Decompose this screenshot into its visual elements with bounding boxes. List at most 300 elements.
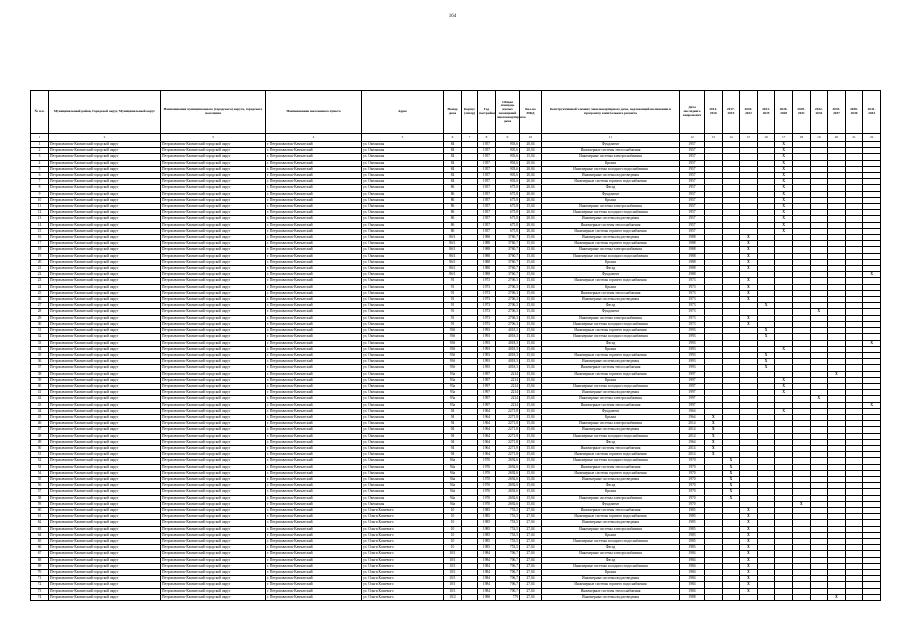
- area-cell: 2706,3: [496, 297, 520, 303]
- row-number: 18: [31, 247, 49, 253]
- element-cell: Инженерные системы горячего водоснабжения: [542, 514, 680, 520]
- element-cell: Инженерные системы теплоснабжения: [542, 365, 680, 371]
- column-number-row: [31, 134, 881, 142]
- settlement-cell: Петропавловск-Камчатский городской округ: [161, 470, 266, 476]
- repair-period-mark: X: [757, 303, 775, 309]
- municipality-cell: Петропавловск-Камчатский городской округ: [49, 290, 161, 296]
- page-number: 164: [448, 14, 457, 19]
- area-cell: 903,6: [496, 148, 520, 154]
- row-number: 73: [31, 588, 49, 594]
- settlement-cell: Петропавловск-Камчатский городской округ: [161, 476, 266, 482]
- area-cell: 675,8: [496, 210, 520, 216]
- row-number: 71: [31, 576, 49, 582]
- area-cell: 2214: [496, 383, 520, 389]
- column-number: 20: [828, 134, 846, 142]
- house-number-cell: 93б: [444, 359, 462, 365]
- last-repair-cell: 1997: [680, 396, 705, 402]
- year-built-cell: 1984: [478, 563, 496, 569]
- mkd-count-cell: 20,04: [520, 160, 542, 166]
- area-cell: 4018,3: [496, 365, 520, 371]
- house-number-cell: 86: [444, 204, 462, 210]
- address-cell: ул. Океанская: [362, 346, 444, 352]
- element-cell: Фундамент: [542, 142, 680, 148]
- municipality-cell: Петропавловск-Камчатский городской округ: [49, 148, 161, 154]
- last-repair-cell: 1985: [680, 532, 705, 538]
- year-built-cell: 1988: [478, 247, 496, 253]
- house-number-cell: 10: [444, 532, 462, 538]
- column-number: 14: [722, 134, 740, 142]
- last-repair-cell: 2014: [680, 433, 705, 439]
- element-cell: Фасад: [542, 266, 680, 272]
- locality-cell: г. Петропавловск-Камчатский: [266, 191, 362, 197]
- mkd-count-cell: 15,04: [520, 495, 542, 501]
- house-number-cell: 91: [444, 321, 462, 327]
- year-built-cell: 1988: [478, 253, 496, 259]
- mkd-count-cell: 15,04: [520, 433, 542, 439]
- last-repair-cell: 1970: [680, 464, 705, 470]
- repair-period-mark: X: [775, 160, 793, 166]
- locality-cell: г. Петропавловск-Камчатский: [266, 204, 362, 210]
- address-cell: ул. Океанская: [362, 154, 444, 160]
- row-number: 2: [31, 148, 49, 154]
- row-number: 46: [31, 421, 49, 427]
- row-number: 43: [31, 402, 49, 408]
- year-built-cell: 1984: [478, 551, 496, 557]
- municipality-cell: Петропавловск-Камчатский городской округ: [49, 216, 161, 222]
- locality-cell: г. Петропавловск-Камчатский: [266, 551, 362, 557]
- repair-period-mark: X: [705, 445, 723, 451]
- row-number: 32: [31, 334, 49, 340]
- area-cell: 706,7: [496, 557, 520, 563]
- municipality-cell: Петропавловск-Камчатский городской округ: [49, 545, 161, 551]
- house-number-cell: 10: [444, 539, 462, 545]
- municipality-cell: Петропавловск-Камчатский городской округ: [49, 185, 161, 191]
- settlement-cell: Петропавловск-Камчатский городской округ: [161, 297, 266, 303]
- address-cell: ул. Океанская: [362, 396, 444, 402]
- house-number-cell: 94: [444, 452, 462, 458]
- house-number-cell: 94: [444, 421, 462, 427]
- year-built-cell: 1993: [478, 346, 496, 352]
- mkd-count-cell: 15,04: [520, 421, 542, 427]
- element-cell: Инженерные системы водоотведения: [542, 427, 680, 433]
- area-cell: 2706,3: [496, 315, 520, 321]
- repair-period-mark: X: [705, 427, 723, 433]
- repair-period-mark: X: [757, 328, 775, 334]
- mkd-count-cell: 15,04: [520, 309, 542, 315]
- settlement-cell: Петропавловск-Камчатский городской округ: [161, 452, 266, 458]
- repair-period-mark: X: [740, 259, 758, 265]
- element-cell: Инженерные системы водоотведения: [542, 235, 680, 241]
- last-repair-cell: 1997: [680, 371, 705, 377]
- last-repair-cell: 1985: [680, 520, 705, 526]
- header-period: 2032-2034: [810, 91, 828, 134]
- area-cell: 2271,8: [496, 408, 520, 414]
- row-number: 65: [31, 539, 49, 545]
- last-repair-cell: 1985: [680, 514, 705, 520]
- mkd-count-cell: 15,04: [520, 476, 542, 482]
- mkd-count-cell: 20,04: [520, 179, 542, 185]
- element-cell: Инженерные системы водоотведения: [542, 297, 680, 303]
- last-repair-cell: 1970: [680, 501, 705, 507]
- year-built-cell: 1973: [478, 303, 496, 309]
- year-built-cell: 1985: [478, 545, 496, 551]
- municipality-cell: Петропавловск-Камчатский городской округ: [49, 551, 161, 557]
- address-cell: ул. Океанская: [362, 421, 444, 427]
- house-number-cell: 10/1: [444, 563, 462, 569]
- year-built-cell: 1970: [478, 464, 496, 470]
- address-cell: ул. Океанская: [362, 297, 444, 303]
- area-cell: 3760,7: [496, 247, 520, 253]
- last-repair-cell: 1973: [680, 297, 705, 303]
- element-cell: Фундамент: [542, 408, 680, 414]
- element-cell: Инженерные системы холодного водоснабжения: [542, 253, 680, 259]
- mkd-count-cell: 15,04: [520, 383, 542, 389]
- settlement-cell: Петропавловск-Камчатский городской округ: [161, 179, 266, 185]
- settlement-cell: Петропавловск-Камчатский городской округ: [161, 154, 266, 160]
- element-cell: Инженерные системы горячего водоснабжения: [542, 582, 680, 588]
- year-built-cell: 1984: [478, 582, 496, 588]
- settlement-cell: Петропавловск-Камчатский городской округ: [161, 539, 266, 545]
- year-built-cell: 1985: [478, 532, 496, 538]
- address-cell: ул. Ольги Кошевого: [362, 594, 444, 600]
- municipality-cell: Петропавловск-Камчатский городской округ: [49, 321, 161, 327]
- settlement-cell: Петропавловск-Камчатский городской округ: [161, 173, 266, 179]
- repair-period-mark: X: [705, 421, 723, 427]
- municipality-cell: Петропавловск-Камчатский городской округ: [49, 297, 161, 303]
- settlement-cell: Петропавловск-Камчатский городской округ: [161, 507, 266, 513]
- element-cell: Фасад: [542, 439, 680, 445]
- element-cell: Инженерные системы водоотведения: [542, 594, 680, 600]
- element-cell: Инженерные системы водоотведения: [542, 390, 680, 396]
- column-number: 1: [31, 134, 49, 142]
- element-cell: Инженерные системы холодного водоснабжения: [542, 210, 680, 216]
- year-built-cell: 1970: [478, 476, 496, 482]
- last-repair-cell: 1997: [680, 383, 705, 389]
- area-cell: 2214: [496, 377, 520, 383]
- area-cell: 4018,3: [496, 328, 520, 334]
- locality-cell: г. Петропавловск-Камчатский: [266, 303, 362, 309]
- address-cell: ул. Океанская: [362, 235, 444, 241]
- column-number: 8: [478, 134, 496, 142]
- repair-period-mark: X: [740, 570, 758, 576]
- last-repair-cell: 1993: [680, 328, 705, 334]
- locality-cell: г. Петропавловск-Камчатский: [266, 439, 362, 445]
- row-number: 60: [31, 507, 49, 513]
- last-repair-cell: 1973: [680, 309, 705, 315]
- settlement-cell: Петропавловск-Камчатский городской округ: [161, 142, 266, 148]
- element-cell: Крыша: [542, 197, 680, 203]
- repair-period-mark: X: [740, 576, 758, 582]
- year-built-cell: 1993: [478, 365, 496, 371]
- last-repair-cell: 1984: [680, 570, 705, 576]
- mkd-count-cell: 15,04: [520, 284, 542, 290]
- mkd-count-cell: 15,04: [520, 154, 542, 160]
- settlement-cell: Петропавловск-Камчатский городской округ: [161, 383, 266, 389]
- last-repair-cell: 1984: [680, 576, 705, 582]
- element-cell: Крыша: [542, 570, 680, 576]
- address-cell: ул. Океанская: [362, 390, 444, 396]
- last-repair-cell: 1985: [680, 507, 705, 513]
- address-cell: ул. Океанская: [362, 284, 444, 290]
- row-number: 42: [31, 396, 49, 402]
- area-cell: 4018,3: [496, 340, 520, 346]
- repair-period-mark: X: [757, 334, 775, 340]
- repair-period-mark: X: [740, 557, 758, 563]
- address-cell: ул. Океанская: [362, 476, 444, 482]
- repair-period-mark: X: [740, 551, 758, 557]
- address-cell: ул. Океанская: [362, 259, 444, 265]
- house-number-cell: 94: [444, 433, 462, 439]
- last-repair-cell: 1964: [680, 414, 705, 420]
- row-number: 50: [31, 445, 49, 451]
- house-number-cell: 93а: [444, 377, 462, 383]
- area-cell: 2706,3: [496, 303, 520, 309]
- area-cell: 675,8: [496, 204, 520, 210]
- mkd-count-cell: 20,04: [520, 148, 542, 154]
- locality-cell: г. Петропавловск-Камчатский: [266, 507, 362, 513]
- area-cell: 4018,3: [496, 346, 520, 352]
- settlement-cell: Петропавловск-Камчатский городской округ: [161, 421, 266, 427]
- locality-cell: г. Петропавловск-Камчатский: [266, 483, 362, 489]
- area-cell: 675,8: [496, 216, 520, 222]
- address-cell: ул. Ольги Кошевого: [362, 507, 444, 513]
- mkd-count-cell: 27,04: [520, 582, 542, 588]
- area-cell: 3760,7: [496, 235, 520, 241]
- row-number: 9: [31, 191, 49, 197]
- area-cell: 706,7: [496, 563, 520, 569]
- repair-period-mark: X: [705, 439, 723, 445]
- repair-period-mark: X: [722, 464, 740, 470]
- element-cell: Инженерные системы электроснабжения: [542, 421, 680, 427]
- settlement-cell: Петропавловск-Камчатский городской округ: [161, 253, 266, 259]
- row-number: 25: [31, 290, 49, 296]
- column-number: 21: [845, 134, 863, 142]
- mkd-count-cell: 27,04: [520, 514, 542, 520]
- house-number-cell: 86: [444, 191, 462, 197]
- address-cell: ул. Океанская: [362, 173, 444, 179]
- house-number-cell: 86/1: [444, 266, 462, 272]
- locality-cell: г. Петропавловск-Камчатский: [266, 414, 362, 420]
- element-cell: Инженерные системы холодного водоснабжения: [542, 383, 680, 389]
- row-number: 13: [31, 216, 49, 222]
- last-repair-cell: 1984: [680, 588, 705, 594]
- repair-period-mark: X: [740, 582, 758, 588]
- municipality-cell: Петропавловск-Камчатский городской округ: [49, 210, 161, 216]
- settlement-cell: Петропавловск-Камчатский городской округ: [161, 352, 266, 358]
- settlement-cell: Петропавловск-Камчатский городской округ: [161, 210, 266, 216]
- address-cell: ул. Ольги Кошевого: [362, 539, 444, 545]
- row-number: 61: [31, 514, 49, 520]
- mkd-count-cell: 15,04: [520, 266, 542, 272]
- element-cell: Инженерные системы горячего водоснабжения: [542, 278, 680, 284]
- house-number-cell: 94а: [444, 464, 462, 470]
- element-cell: Крыша: [542, 284, 680, 290]
- area-cell: 2214: [496, 396, 520, 402]
- settlement-cell: Петропавловск-Камчатский городской округ: [161, 284, 266, 290]
- year-built-cell: 1985: [478, 539, 496, 545]
- mkd-count-cell: 20,04: [520, 222, 542, 228]
- locality-cell: г. Петропавловск-Камчатский: [266, 328, 362, 334]
- row-number: 74: [31, 594, 49, 600]
- locality-cell: г. Петропавловск-Камчатский: [266, 464, 362, 470]
- last-repair-cell: 1964: [680, 408, 705, 414]
- house-number-cell: 93а: [444, 396, 462, 402]
- house-number-cell: 86/1: [444, 253, 462, 259]
- korpus-cell: [462, 594, 478, 600]
- house-number-cell: 91: [444, 297, 462, 303]
- area-cell: 706,7: [496, 570, 520, 576]
- house-number-cell: 94а: [444, 483, 462, 489]
- area-cell: 2692,6: [496, 458, 520, 464]
- element-cell: Инженерные системы электроснабжения: [542, 551, 680, 557]
- mkd-count-cell: 27,04: [520, 557, 542, 563]
- address-cell: ул. Ольги Кошевого: [362, 576, 444, 582]
- repair-period-mark: X: [722, 483, 740, 489]
- element-cell: Фундамент: [542, 191, 680, 197]
- repair-period-mark: X: [863, 340, 881, 346]
- column-number: 16: [757, 134, 775, 142]
- header-row: [31, 91, 881, 134]
- element-cell: Инженерные системы электроснабжения: [542, 154, 680, 160]
- address-cell: ул. Океанская: [362, 439, 444, 445]
- repair-period-mark: X: [757, 359, 775, 365]
- header-year-built: Год постройки: [478, 91, 496, 134]
- element-cell: Инженерные системы электроснабжения: [542, 396, 680, 402]
- locality-cell: г. Петропавловск-Камчатский: [266, 427, 362, 433]
- settlement-cell: Петропавловск-Камчатский городской округ: [161, 563, 266, 569]
- row-number: 64: [31, 532, 49, 538]
- repair-period-cell: [775, 594, 793, 600]
- repair-period-mark: X: [775, 154, 793, 160]
- row-number: 54: [31, 470, 49, 476]
- mkd-count-cell: 15,04: [520, 297, 542, 303]
- settlement-cell: Петропавловск-Камчатский городской округ: [161, 458, 266, 464]
- municipality-cell: Петропавловск-Камчатский городской округ: [49, 576, 161, 582]
- house-number-cell: 91: [444, 290, 462, 296]
- year-built-cell: 1957: [478, 142, 496, 148]
- last-repair-cell: 1970: [680, 483, 705, 489]
- last-repair-cell: 1973: [680, 278, 705, 284]
- area-cell: 4018,3: [496, 352, 520, 358]
- house-number-cell: 93б: [444, 340, 462, 346]
- year-built-cell: 1970: [478, 495, 496, 501]
- area-cell: 3760,7: [496, 266, 520, 272]
- municipality-cell: Петропавловск-Камчатский городской округ: [49, 526, 161, 532]
- year-built-cell: 1973: [478, 284, 496, 290]
- element-cell: Фасад: [542, 340, 680, 346]
- house-number-cell: 93а: [444, 390, 462, 396]
- house-number-cell: 94: [444, 439, 462, 445]
- municipality-cell: Петропавловск-Камчатский городской округ: [49, 191, 161, 197]
- mkd-count-cell: 15,04: [520, 458, 542, 464]
- settlement-cell: Петропавловск-Камчатский городской округ: [161, 309, 266, 315]
- column-number: 5: [362, 134, 444, 142]
- area-cell: 2706,3: [496, 321, 520, 327]
- year-built-cell: 1957: [478, 204, 496, 210]
- year-built-cell: 1993: [478, 334, 496, 340]
- row-number: 14: [31, 222, 49, 228]
- row-number: 62: [31, 520, 49, 526]
- mkd-count-cell: 15,04: [520, 377, 542, 383]
- repair-period-mark: X: [705, 414, 723, 420]
- locality-cell: г. Петропавловск-Камчатский: [266, 334, 362, 340]
- settlement-cell: Петропавловск-Камчатский городской округ: [161, 266, 266, 272]
- row-number: 55: [31, 476, 49, 482]
- year-built-cell: 1988: [478, 594, 496, 600]
- house-number-cell: 84: [444, 154, 462, 160]
- address-cell: ул. Ольги Кошевого: [362, 514, 444, 520]
- address-cell: ул. Океанская: [362, 414, 444, 420]
- row-number: 58: [31, 495, 49, 501]
- locality-cell: г. Петропавловск-Камчатский: [266, 402, 362, 408]
- header-korpus: Корпус (литер): [462, 91, 478, 134]
- mkd-count-cell: 15,04: [520, 352, 542, 358]
- element-cell: Инженерные системы электроснабжения: [542, 315, 680, 321]
- year-built-cell: 1997: [478, 390, 496, 396]
- house-number-cell: 10/1: [444, 570, 462, 576]
- row-number: 30: [31, 321, 49, 327]
- mkd-count-cell: 27,04: [520, 526, 542, 532]
- locality-cell: г. Петропавловск-Камчатский: [266, 166, 362, 172]
- mkd-count-cell: 20,04: [520, 142, 542, 148]
- last-repair-cell: 1997: [680, 390, 705, 396]
- address-cell: ул. Океанская: [362, 185, 444, 191]
- address-cell: ул. Океанская: [362, 483, 444, 489]
- house-number-cell: 84: [444, 142, 462, 148]
- locality-cell: г. Петропавловск-Камчатский: [266, 495, 362, 501]
- settlement-cell: Петропавловск-Камчатский городской округ: [161, 197, 266, 203]
- last-repair-cell: 1957: [680, 228, 705, 234]
- column-number: 13: [705, 134, 723, 142]
- year-built-cell: 1988: [478, 266, 496, 272]
- header-mkd-count: Кол-во МКД: [520, 91, 542, 134]
- house-number-cell: 86/1: [444, 259, 462, 265]
- year-built-cell: 1997: [478, 371, 496, 377]
- element-cell: Инженерные системы горячего водоснабжения: [542, 241, 680, 247]
- mkd-count-cell: 15,04: [520, 439, 542, 445]
- row-number: 3: [31, 154, 49, 160]
- mkd-count-cell: 15,04: [520, 303, 542, 309]
- last-repair-cell: 1970: [680, 489, 705, 495]
- municipality-cell: Петропавловск-Камчатский городской округ: [49, 303, 161, 309]
- municipality-cell: Петропавловск-Камчатский городской округ: [49, 142, 161, 148]
- house-number-cell: 94: [444, 445, 462, 451]
- element-cell: Инженерные системы горячего водоснабжения: [542, 179, 680, 185]
- repair-period-mark: X: [740, 235, 758, 241]
- address-cell: ул. Океанская: [362, 166, 444, 172]
- last-repair-cell: 1970: [680, 476, 705, 482]
- row-number: 69: [31, 563, 49, 569]
- year-built-cell: 1984: [478, 576, 496, 582]
- address-cell: ул. Океанская: [362, 321, 444, 327]
- repair-period-mark: X: [740, 241, 758, 247]
- last-repair-cell: 1957: [680, 216, 705, 222]
- house-number-cell: 10/1: [444, 588, 462, 594]
- element-cell: Инженерные системы теплоснабжения: [542, 588, 680, 594]
- last-repair-cell: 1993: [680, 334, 705, 340]
- area-cell: 2706,3: [496, 278, 520, 284]
- area-cell: 753,5: [496, 532, 520, 538]
- element-cell: Фасад: [542, 185, 680, 191]
- row-number: 24: [31, 284, 49, 290]
- address-cell: ул. Океанская: [362, 445, 444, 451]
- municipality-cell: Петропавловск-Камчатский городской округ: [49, 470, 161, 476]
- repair-period-cell: [863, 594, 881, 600]
- year-built-cell: 1957: [478, 160, 496, 166]
- address-cell: ул. Океанская: [362, 458, 444, 464]
- locality-cell: г. Петропавловск-Камчатский: [266, 346, 362, 352]
- row-number: 23: [31, 278, 49, 284]
